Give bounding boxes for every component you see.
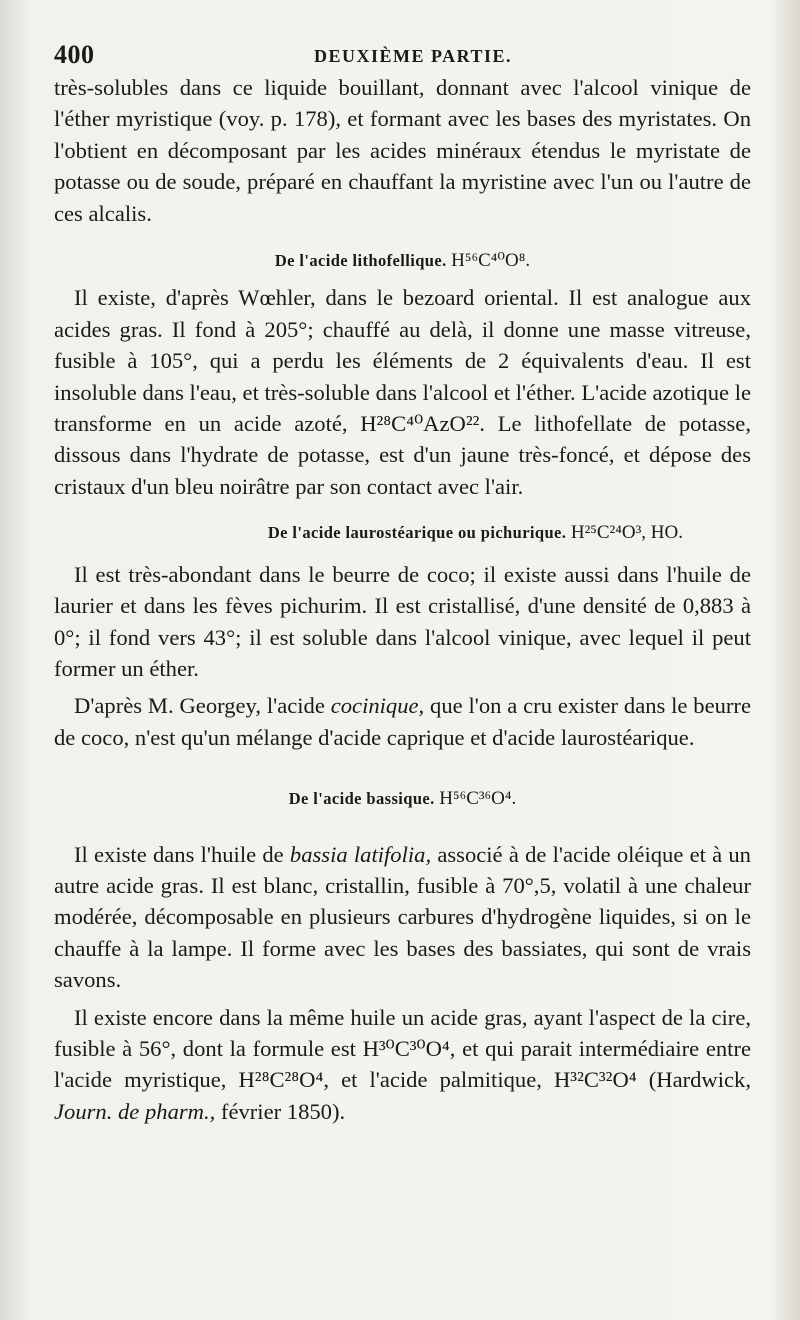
- text-run: février 1850).: [215, 1098, 346, 1124]
- paragraph-lithofellique: Il existe, d'après Wœhler, dans le bezoard oriental. Il est analogue aux acides gras. Il fond à 205°; chauffé au delà, il donne une masse vitreuse, fusible à 105°, qui a perdu les éléments de 2 équivalents d'eau. Il est insoluble dans l'eau, et très-soluble dans l'alcool et l'éther. L'acide azotique le transforme en un acide azoté, H²⁸C⁴⁰AzO²². Le lithofellate de potasse, dissous dans l'hydrate de potasse, est d'un jaune très-foncé, et dépose des cristaux d'un bleu noirâtre par son contact avec l'air.: [54, 285, 751, 499]
- paragraph-acide-gras: [54, 1002, 751, 1128]
- italic-term: bassia latifolia,: [289, 841, 432, 867]
- text-run: que l'on a cru exister dans le beurre de coco, n'est qu'un mélange d'acide caprique et d'acide laurostéarique.: [54, 693, 751, 750]
- paragraph-cocinique: [54, 690, 751, 753]
- text-run: associé à de l'acide oléique et à un autre acide gras. Il est blanc, cristallin, fusible à 70°,5, volatil à une chaleur modérée, décomposable en plusieurs carbures d'hydrogène liquides, si on le chauffe à la lampe. Il forme avec les bases des bassiates, qui sont de vrais savons.: [54, 841, 751, 993]
- text-run: Il existe encore dans la même huile un acide gras, ayant l'aspect de la cire, fusible à 56°, dont la formule est H³⁰C³⁰O⁴, et qui parait intermédiaire entre l'acide myristique, H²⁸C²⁸O⁴, et l'acide palmitique, H³²C³²O⁴ (Hardwick,: [54, 1004, 751, 1093]
- page-body: [54, 72, 751, 1127]
- heading-title: De l'acide laurostéarique ou pichurique.: [267, 523, 567, 543]
- paragraph-laurostearique: Il est très-abondant dans le beurre de coco; il existe aussi dans l'huile de laurier et dans les fèves pichurim. Il est cristallisé, d'une densité de 0,883 à 0°; il fond vers 43°; il est soluble dans l'alcool vinique, avec lequel il peut former un éther.: [54, 561, 751, 681]
- heading-title: De l'acide bassique.: [288, 789, 435, 809]
- paragraph-bassique: [54, 839, 751, 996]
- heading-formula: H⁵⁶C⁴⁰O⁸.: [451, 250, 531, 272]
- text-run: D'après M. Georgey, l'acide: [74, 693, 331, 719]
- italic-term: cocinique,: [330, 693, 425, 719]
- heading-title: De l'acide lithofellique.: [274, 251, 447, 271]
- paragraph-continuation: très-solubles dans ce liquide bouillant, donnant avec l'alcool vinique de l'éther myristique (voy. p. 178), et formant avec les bases des myristates. On l'obtient en décomposant par les acides minéraux étendus le myristate de potasse ou de soude, préparé en chauffant la myristine avec l'un ou l'autre de ces alcalis.: [54, 75, 751, 226]
- section-heading-laurostearique: [54, 517, 751, 548]
- page-number: 400: [54, 40, 95, 69]
- section-heading-lithofellique: [54, 245, 751, 276]
- heading-formula: H²⁵C²⁴O³, HO.: [570, 522, 683, 544]
- section-heading-bassique: [54, 783, 751, 814]
- italic-term: Journ. de pharm.,: [54, 1098, 216, 1124]
- text-run: Il existe dans l'huile de: [74, 841, 290, 867]
- running-head: DEUXIÈME PARTIE.: [314, 46, 513, 66]
- heading-formula: H⁵⁶C³⁶O⁴.: [439, 788, 517, 810]
- page-header: [54, 40, 754, 74]
